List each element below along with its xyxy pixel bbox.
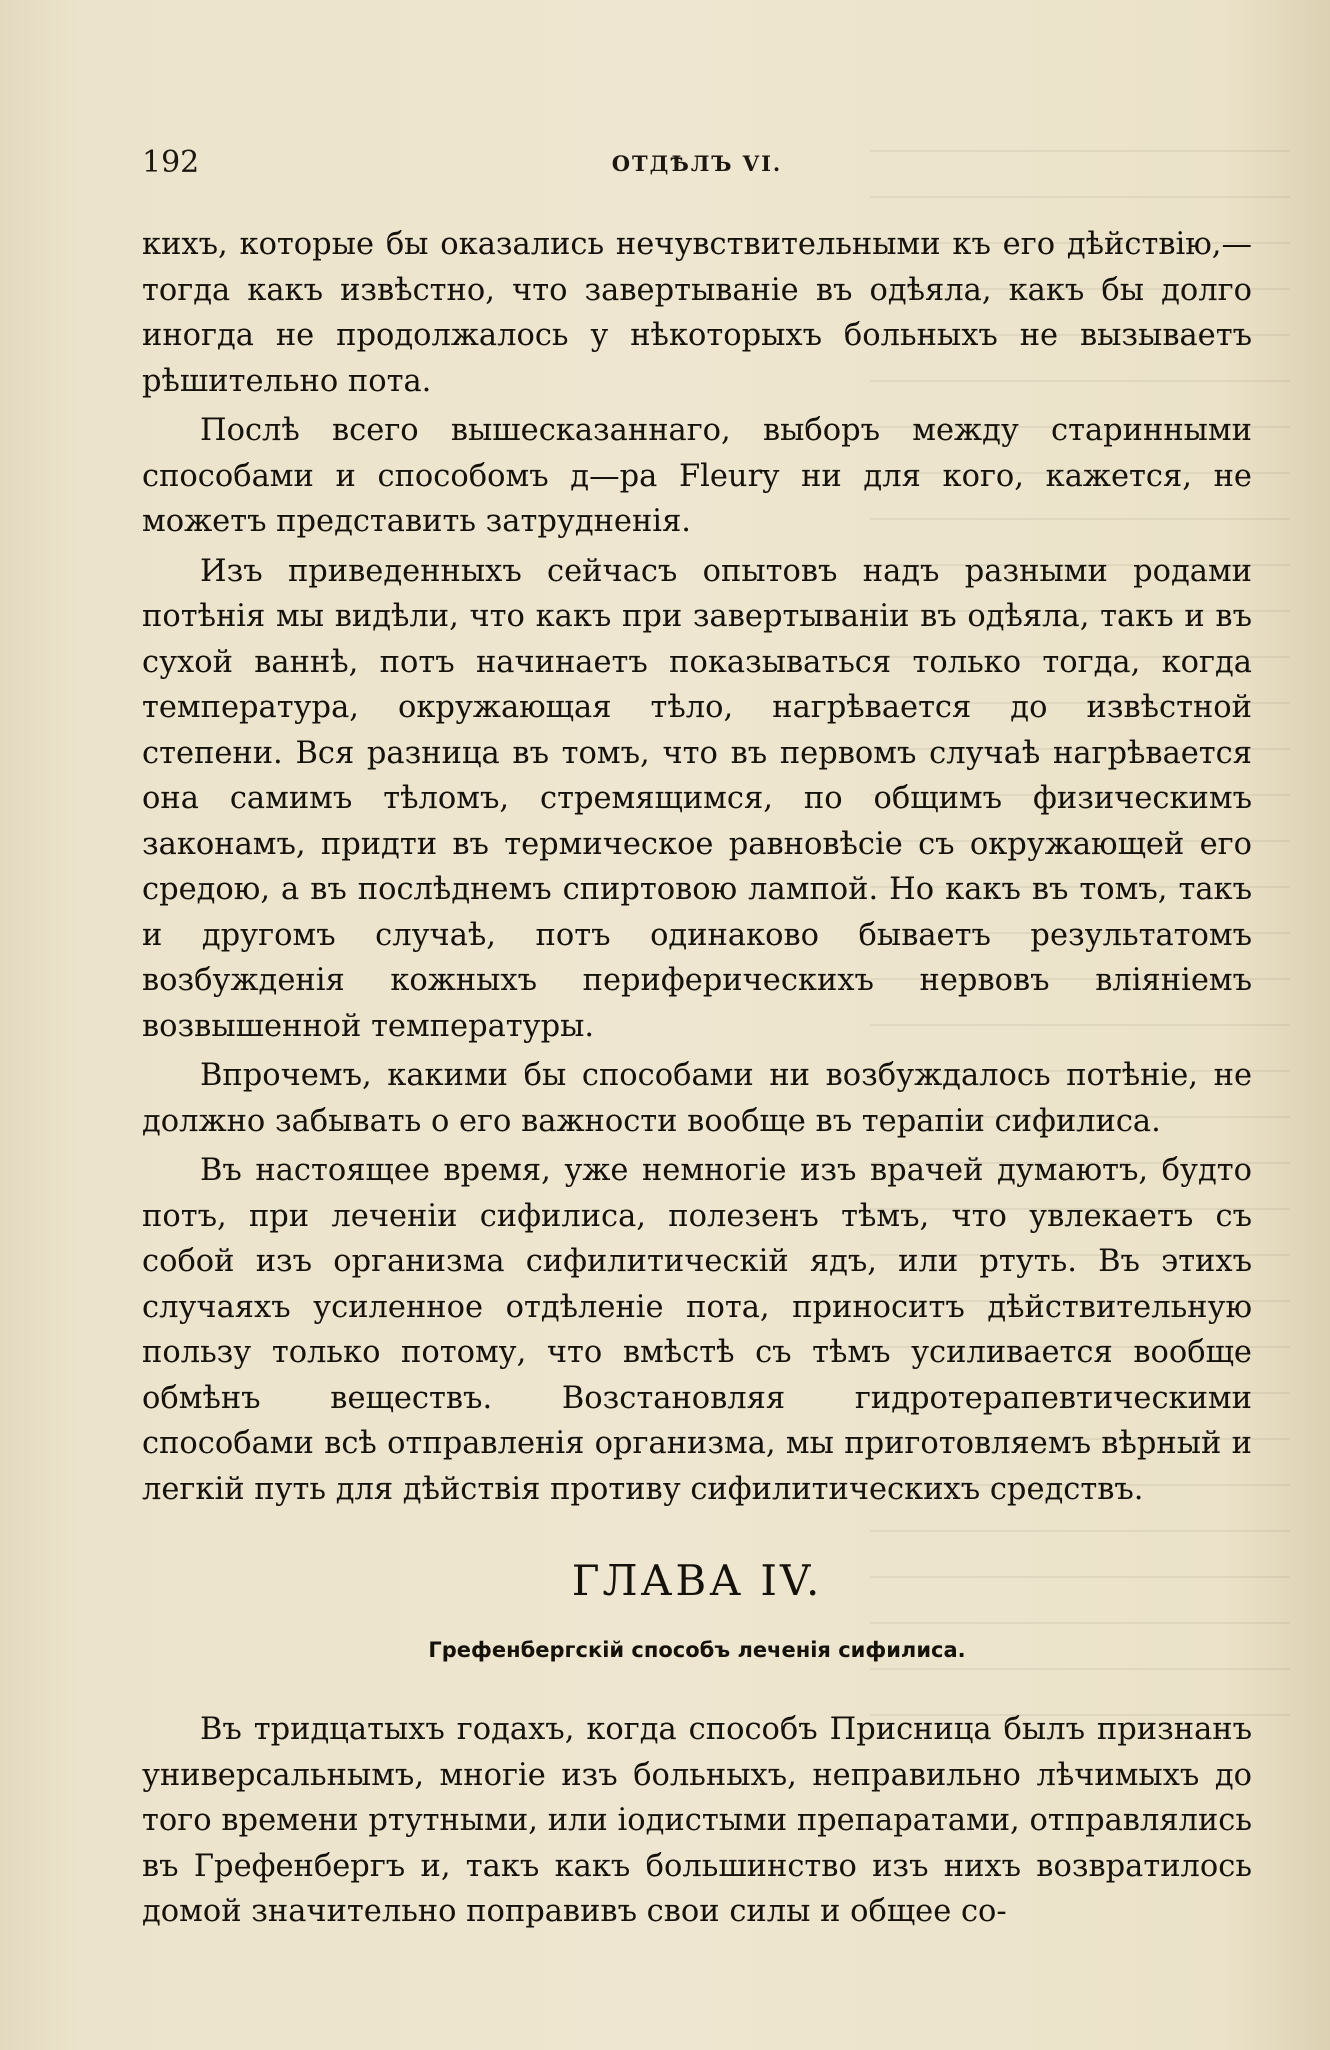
paragraph: Въ настоящее время, уже немногіе изъ врачей думаютъ, будто потъ, при леченіи сифилиса, полезенъ тѣмъ, что увлекаетъ съ собой изъ организма сифилитическій ядъ, или ртуть. Въ этихъ случаяхъ усиленное отдѣленіе пота, приноситъ дѣйствительную пользу только потому, что вмѣстѣ съ тѣмъ усиливается вообще обмѣнъ веществъ. Возстановляя гидротерапевтическими способами всѣ отправленія организма, мы приготовляемъ вѣрный и легкій путь для дѣйствія противу сифилитическихъ средствъ. <box>142 1153 1252 1507</box>
chapter-title: ГЛАВА IV. <box>571 1556 823 1605</box>
paragraph: Впрочемъ, какими бы способами ни возбуждалось потѣніе, не должно забывать о его важности вообще въ терапіи сифилиса. <box>142 1058 1252 1139</box>
paragraph: Въ тридцатыхъ годахъ, когда способъ Присница былъ признанъ универсальнымъ, многіе изъ больныхъ, неправильно лѣчимыхъ до того времени ртутными, или іодистыми препаратами, отправлялись въ Грефенбергъ и, такъ какъ большинство изъ нихъ возвратилось домой значительно поправивъ свои силы и общее со- <box>142 1712 1252 1929</box>
main-text <box>142 222 1252 1939</box>
chapter-subtitle: Грефенбергскій способъ леченія сифилиса. <box>428 1637 966 1662</box>
running-head: ОТДѢЛЪ VI. <box>611 151 783 176</box>
paragraph: Изъ приведенныхъ сейчасъ опытовъ надъ разными родами потѣнія мы видѣли, что какъ при завертываніи въ одѣяла, такъ и въ сухой ваннѣ, потъ начинаетъ показываться только тогда, когда температура, окружающая тѣло, нагрѣвается до извѣстной степени. Вся разница въ томъ, что въ первомъ случаѣ нагрѣвается она самимъ тѣломъ, стремящимся, по общимъ физическимъ законамъ, придти въ термическое равновѣсіе съ окружающей его средою, а въ послѣднемъ спиртовою лампой. Но какъ въ томъ, такъ и другомъ случаѣ, потъ одинаково бываетъ результатомъ возбужденія кожныхъ периферическихъ нервовъ вліяніемъ возвышенной температуры. <box>142 553 1252 1044</box>
page-header <box>142 145 1252 189</box>
page-number: 192 <box>142 145 200 180</box>
paragraph: Послѣ всего вышесказаннаго, выборъ между старинными способами и способомъ д—ра Fleury ни для кого, кажется, не можетъ представить затрудненія. <box>142 413 1252 539</box>
paragraph: кихъ, которые бы оказались нечувствительными къ его дѣйствію,— тогда какъ извѣстно, что завертываніе въ одѣяла, какъ бы долго иногда не продолжалось у нѣкоторыхъ больныхъ не вызываетъ рѣшительно пота. <box>142 227 1252 399</box>
